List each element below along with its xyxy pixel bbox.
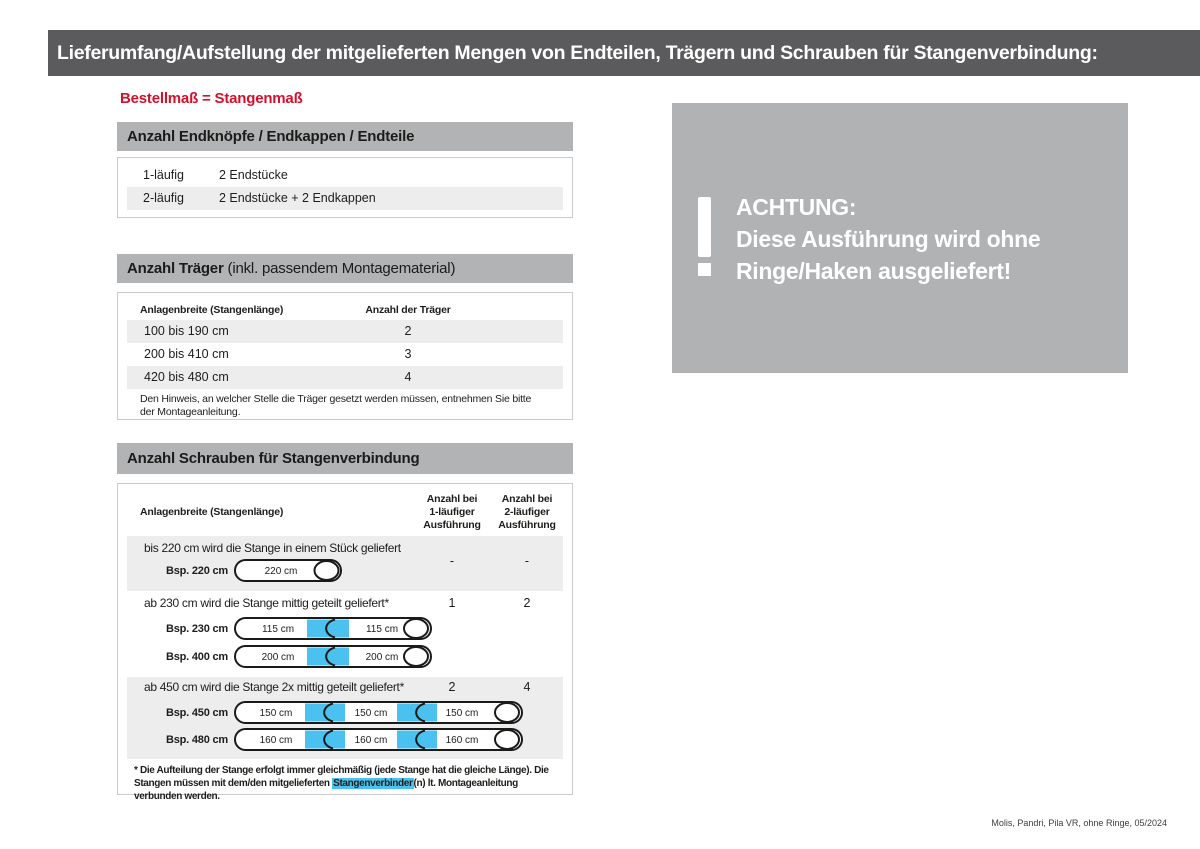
schrauben-table (117, 483, 573, 802)
document-footer: Molis, Pandri, Pila VR, ohne Ringe, 05/2024 (991, 818, 1167, 828)
order-measure-note: Bestellmaß = Stangenmaß (120, 90, 303, 107)
top-header-bar (48, 30, 1200, 76)
attention-line1: ACHTUNG: (736, 194, 857, 220)
segment-length: 160 cm (354, 735, 388, 746)
section-header-schrauben (117, 443, 573, 474)
example-label: Bsp. 480 cm (165, 734, 228, 746)
row-value: 2 Endstücke (219, 168, 288, 182)
rod-diagram-450 (234, 700, 524, 726)
row-label: 2-läufig (143, 191, 184, 205)
group-count-2run: 4 (523, 680, 531, 694)
attention-line2: Diese Ausführung wird ohne (736, 226, 1041, 252)
traeger-note: Den Hinweis, an welcher Stelle die Träger gesetzt werden müssen, entnehmen Sie bitte der Montageanleitung. (140, 393, 532, 418)
group-count-1run: 1 (448, 596, 456, 610)
endparts-table (117, 157, 573, 218)
segment-length: 220 cm (264, 566, 298, 577)
table-row-range: 100 bis 190 cm (144, 324, 229, 338)
group-count-1run: 2 (448, 680, 456, 694)
rod-diagram-220 (234, 558, 344, 584)
attention-text (736, 191, 1040, 287)
schrauben-footnote: * Die Aufteilung der Stange erfolgt immer gleichmäßig (jede Stange hat die gleiche Länge). Die Stangen müssen mit dem/den mitgelieferten Stangenverbinder(n) lt. Montageanleitung verbunden werden. (134, 765, 549, 802)
group-condition: ab 450 cm wird die Stange 2x mittig geteilt geliefert* (144, 680, 404, 694)
group-count-2run: - (524, 554, 530, 568)
section-title: Anzahl Schrauben für Stangenverbindung (127, 450, 420, 467)
row-label: 1-läufig (143, 168, 184, 182)
row-value: 2 Endstücke + 2 Endkappen (219, 191, 376, 205)
segment-length: 150 cm (445, 708, 479, 719)
attention-notice-box (672, 103, 1128, 373)
example-row-400 (128, 644, 434, 670)
exclamation-icon-dot (698, 263, 711, 276)
group-condition: ab 230 cm wird die Stange mittig geteilt geliefert* (144, 596, 389, 610)
section-header-traeger (117, 254, 573, 283)
traeger-table (117, 292, 573, 420)
attention-line3: Ringe/Haken ausgeliefert! (736, 258, 1011, 284)
segment-length: 115 cm (261, 624, 295, 635)
column-header-one-run: Anzahl bei 1-läufiger Ausführung (423, 493, 481, 531)
group-count-2run: 2 (523, 596, 531, 610)
example-label: Bsp. 450 cm (165, 707, 228, 719)
example-row-230 (128, 616, 434, 642)
column-header-count: Anzahl der Träger (365, 304, 451, 316)
group-condition: bis 220 cm wird die Stange in einem Stück geliefert (144, 541, 401, 555)
example-label: Bsp. 220 cm (165, 565, 228, 577)
example-label: Bsp. 400 cm (165, 651, 228, 663)
exclamation-icon (698, 197, 711, 257)
column-header-width: Anlagenbreite (Stangenlänge) (140, 304, 284, 316)
example-row-450 (128, 700, 524, 726)
section-header-endparts (117, 122, 573, 151)
column-header-two-run: Anzahl bei 2-läufiger Ausführung (498, 493, 556, 531)
group-count-1run: - (449, 554, 455, 568)
segment-length: 160 cm (445, 735, 479, 746)
example-row-480 (128, 727, 524, 753)
segment-length: 200 cm (365, 652, 399, 663)
table-row-count: 3 (404, 347, 412, 361)
segment-length: 115 cm (365, 624, 399, 635)
page-title: Lieferumfang/Aufstellung der mitgelieferten Mengen von Endteilen, Trägern und Schrauben für Stangenverbindung: (57, 42, 1098, 64)
table-row-count: 2 (404, 324, 412, 338)
segment-length: 150 cm (259, 708, 293, 719)
rod-diagram-480 (234, 727, 524, 753)
example-row-220 (128, 558, 344, 584)
section-title-rest: (inkl. passendem Montagematerial) (223, 260, 456, 277)
table-row-count: 4 (404, 370, 412, 384)
section-title-bold: Anzahl Träger (127, 260, 224, 277)
segment-length: 150 cm (354, 708, 388, 719)
rod-diagram-400 (234, 644, 434, 670)
segment-length: 160 cm (259, 735, 293, 746)
segment-length: 200 cm (261, 652, 295, 663)
section-title: Anzahl Endknöpfe / Endkappen / Endteile (127, 128, 415, 145)
table-row-range: 200 bis 410 cm (144, 347, 229, 361)
example-label: Bsp. 230 cm (165, 623, 228, 635)
column-header-width: Anlagenbreite (Stangenlänge) (140, 506, 284, 518)
table-row-range: 420 bis 480 cm (144, 370, 229, 384)
rod-diagram-230 (234, 616, 434, 642)
highlighted-term: Stangenverbinder (333, 778, 413, 789)
